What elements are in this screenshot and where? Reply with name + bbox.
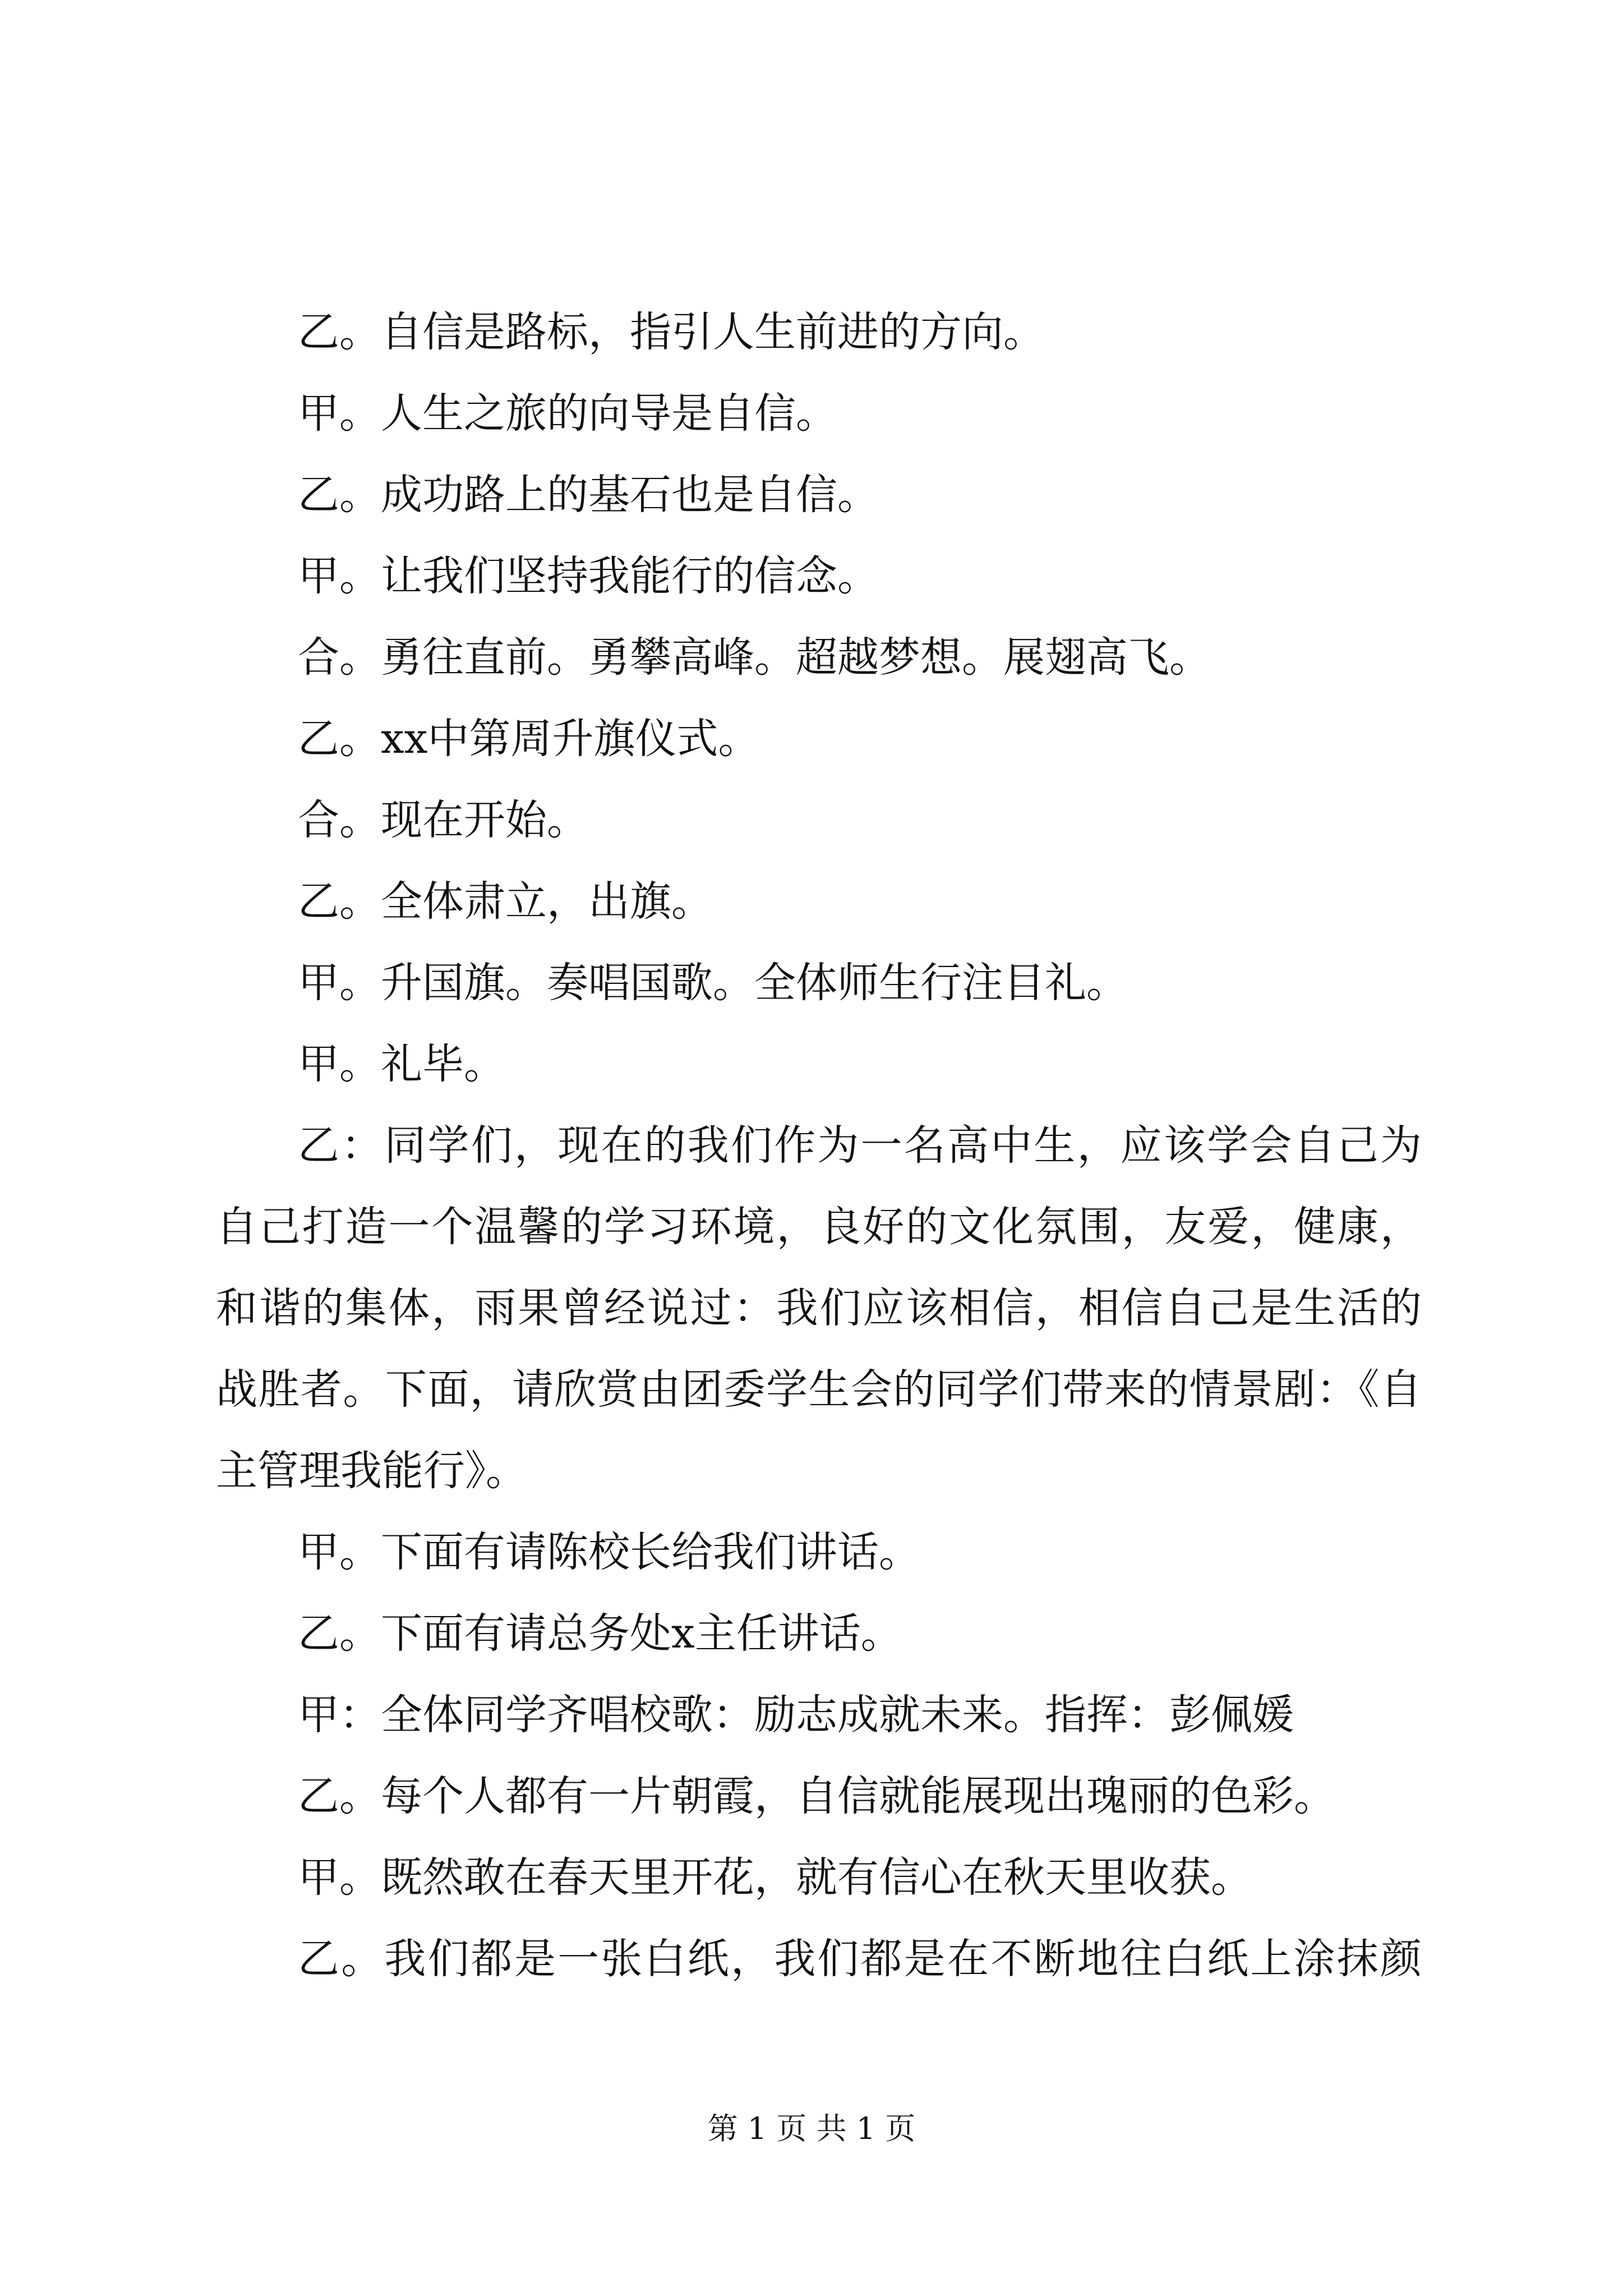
page-footer — [0, 2109, 1623, 2148]
text-line: 乙。每个人都有一片朝霞，自信就能展现出瑰丽的色彩。 — [298, 1772, 1335, 1820]
text-line: 乙。成功路上的基石也是自信。 — [298, 471, 879, 519]
text-line: 甲。升国旗。奏唱国歌。全体师生行注目礼。 — [298, 959, 1128, 1007]
text-line: 合。勇往直前。勇攀高峰。超越梦想。展翅高飞。 — [298, 633, 1211, 682]
text-line: 乙。我们都是一张白纸，我们都是在不断地往白纸上涂抹颜 — [298, 1935, 1422, 1983]
text-line: 自己打造一个温馨的学习环境，良好的文化氛围，友爱，健康， — [216, 1203, 1422, 1251]
text-line: 甲。下面有请陈校长给我们讲话。 — [298, 1528, 920, 1576]
text-line: 甲。让我们坚持我能行的信念。 — [298, 552, 879, 600]
text-line: 主管理我能行》。 — [216, 1447, 527, 1495]
text-line: 乙。自信是路标，指引人生前进的方向。 — [298, 308, 1045, 356]
document-body — [216, 292, 1422, 2000]
text-line: 和谐的集体，雨果曾经说过：我们应该相信，相信自己是生活的 — [216, 1284, 1422, 1332]
text-line: 甲。既然敢在春天里开花，就有信心在秋天里收获。 — [298, 1853, 1252, 1902]
text-line: 合。现在开始。 — [298, 796, 588, 844]
text-line: 甲。人生之旅的向导是自信。 — [298, 389, 837, 438]
text-line: 乙。下面有请总务处x主任讲话。 — [298, 1609, 902, 1658]
text-line: 甲：全体同学齐唱校歌：励志成就未来。指挥：彭佩媛 — [298, 1691, 1294, 1739]
text-line: 乙。全体肃立，出旗。 — [298, 877, 713, 926]
page-number-label: 第 1 页 共 1 页 — [707, 2111, 916, 2146]
text-line: 乙。xx中第周升旗仪式。 — [298, 715, 760, 763]
text-line: 战胜者。下面，请欣赏由团委学生会的同学们带来的情景剧：《自 — [216, 1365, 1422, 1414]
text-line: 乙：同学们，现在的我们作为一名高中生，应该学会自己为 — [298, 1121, 1422, 1170]
text-line: 甲。礼毕。 — [298, 1040, 505, 1088]
